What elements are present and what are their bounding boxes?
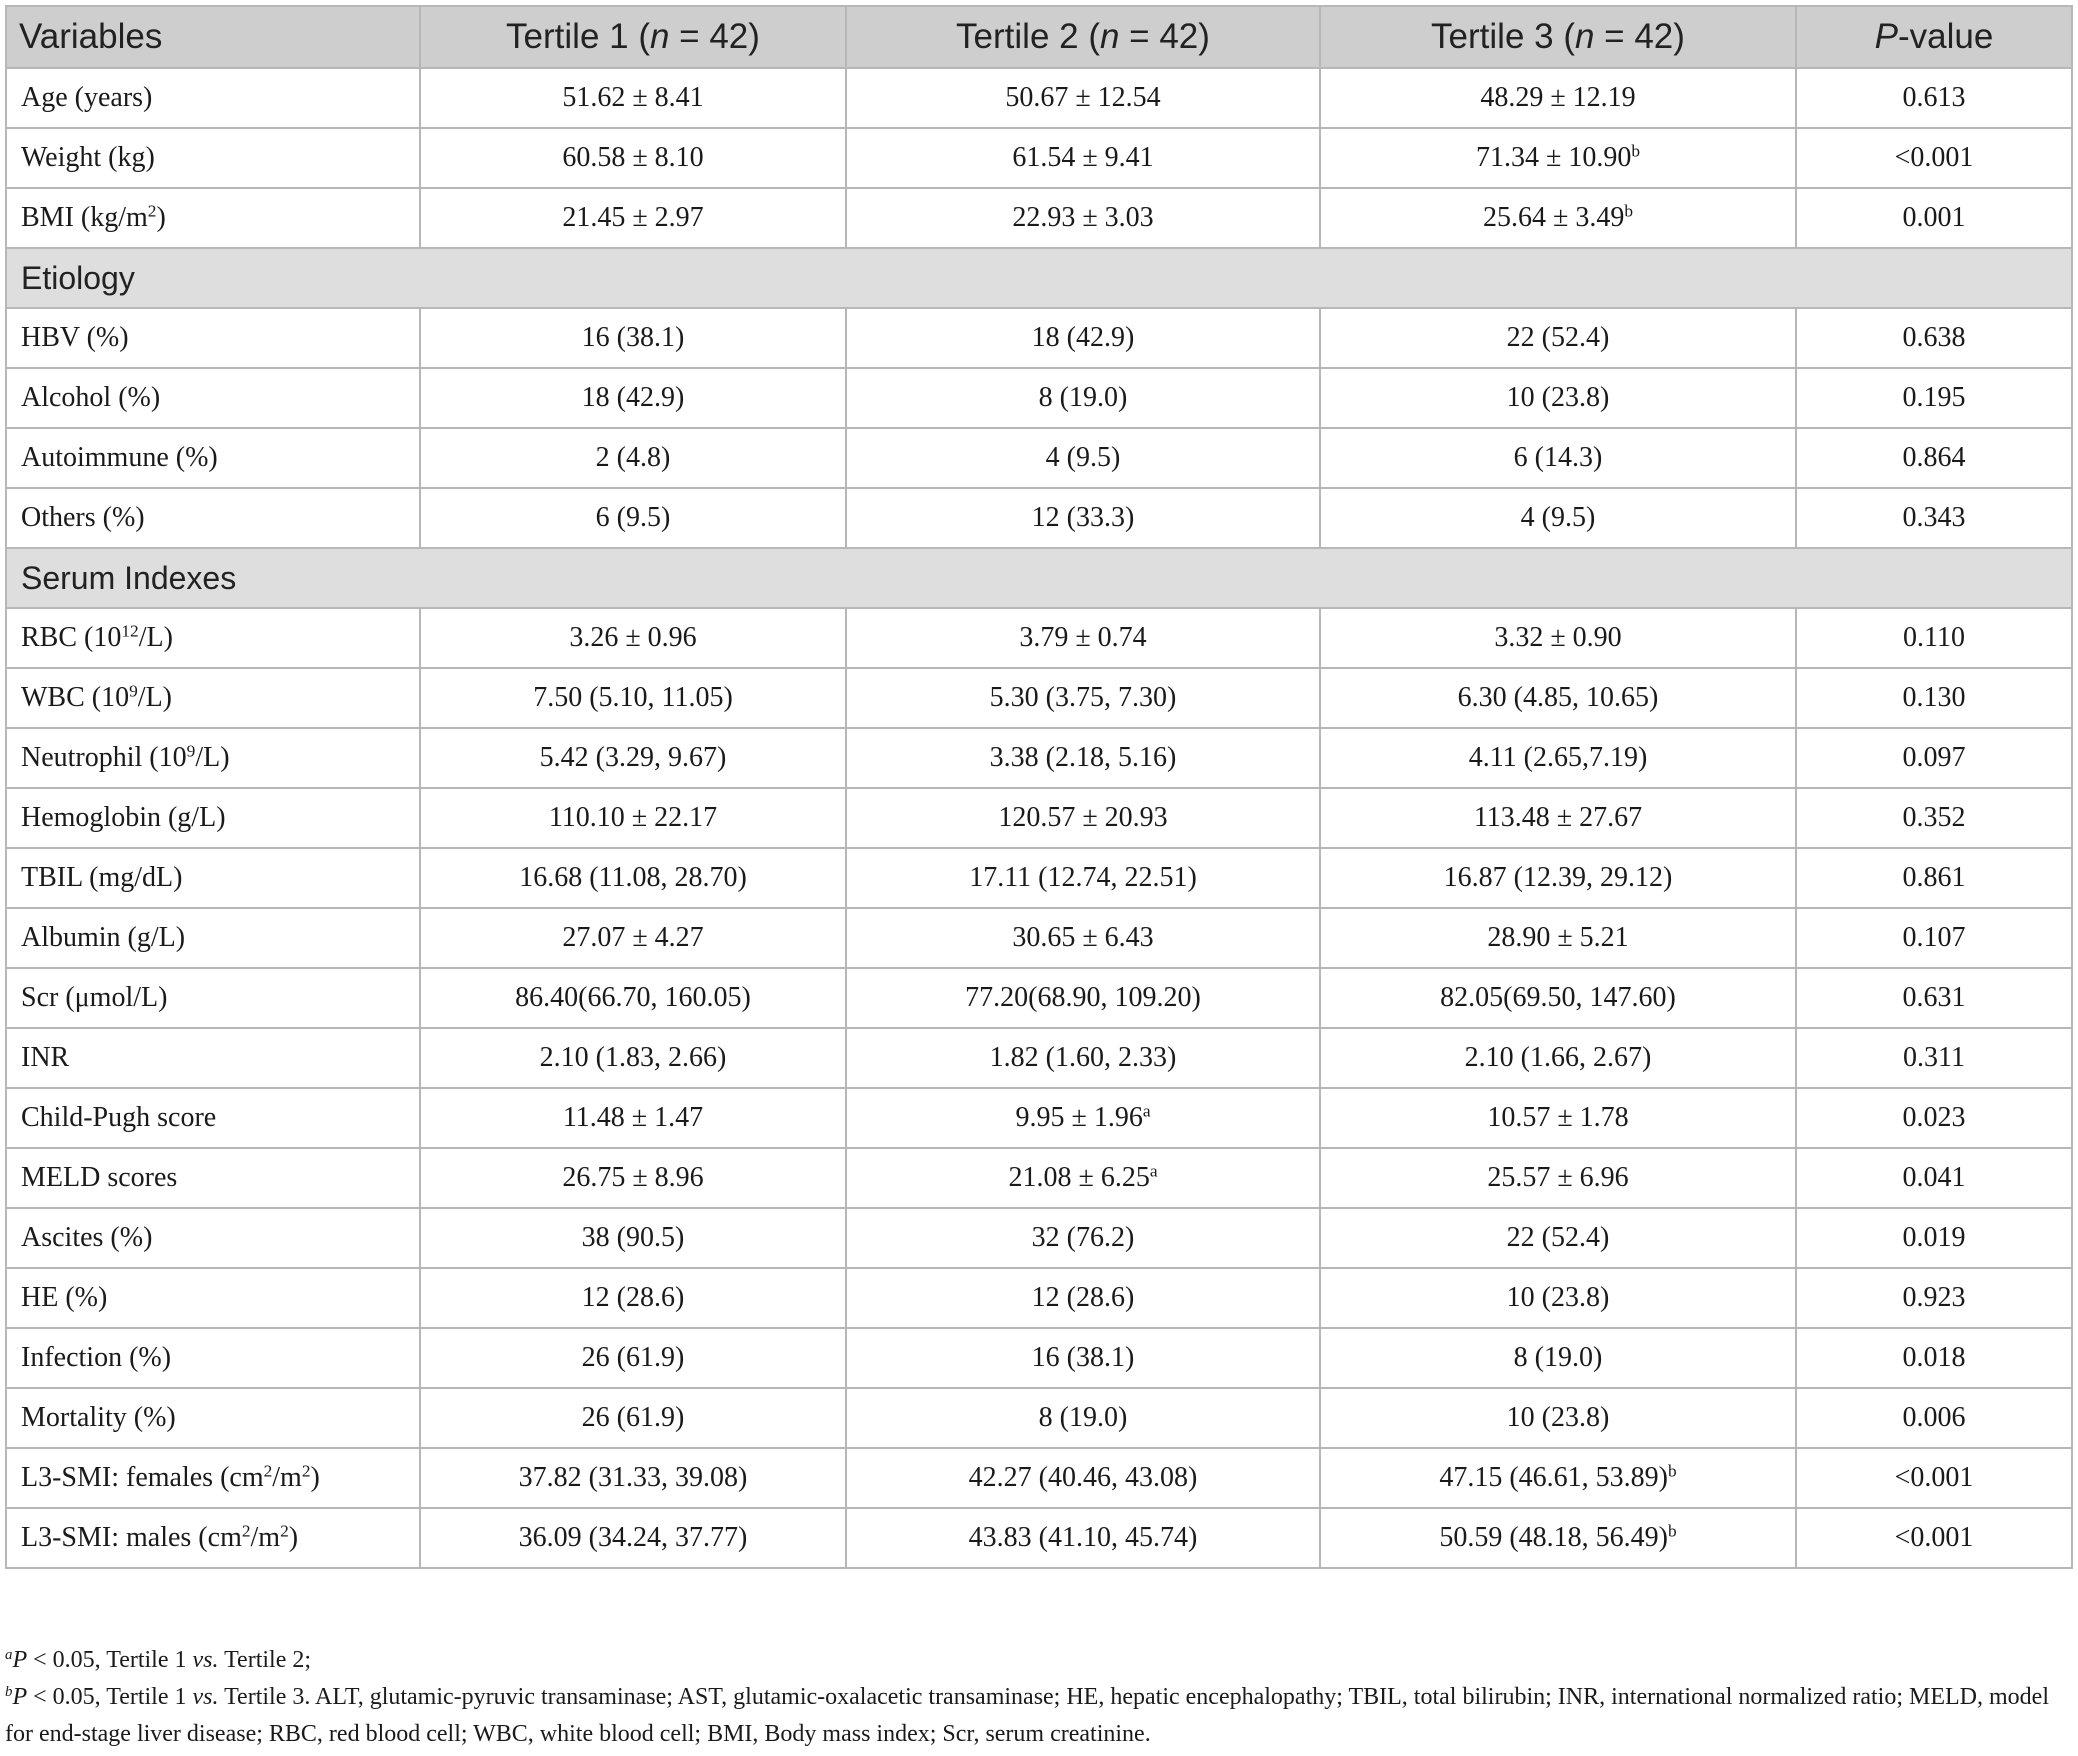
table-row	[6, 1328, 2072, 1388]
table-row	[6, 668, 2072, 728]
cell-p-value: 0.311	[1796, 1028, 2072, 1088]
cell-tertile-1: 26.75 ± 8.96	[420, 1148, 846, 1208]
cell-tertile-1: 37.82 (31.33, 39.08)	[420, 1448, 846, 1508]
table-row	[6, 1028, 2072, 1088]
header-tertile-3: Tertile 3 (n = 42)	[1320, 6, 1796, 68]
cell-tertile-3: 50.59 (48.18, 56.49)$^b$	[1320, 1508, 1796, 1568]
section-row-serum-indexes	[6, 548, 2072, 608]
cell-tertile-2: 8 (19.0)	[846, 368, 1320, 428]
cell-p-value: 0.110	[1796, 608, 2072, 668]
cell-tertile-3: 47.15 (46.61, 53.89)$^b$	[1320, 1448, 1796, 1508]
cell-tertile-1: 86.40(66.70, 160.05)	[420, 968, 846, 1028]
cell-tertile-2: 22.93 ± 3.03	[846, 188, 1320, 248]
cell-tertile-2: 30.65 ± 6.43	[846, 908, 1320, 968]
table-row	[6, 1088, 2072, 1148]
table-row	[6, 608, 2072, 668]
cell-p-value: 0.107	[1796, 908, 2072, 968]
table-row	[6, 908, 2072, 968]
cell-tertile-1: 60.58 ± 8.10	[420, 128, 846, 188]
cell-tertile-1: 7.50 (5.10, 11.05)	[420, 668, 846, 728]
cell-tertile-3: 6 (14.3)	[1320, 428, 1796, 488]
cell-p-value: 0.023	[1796, 1088, 2072, 1148]
cell-tertile-2: 4 (9.5)	[846, 428, 1320, 488]
row-label: Neutrophil $(10^9/L)$	[6, 728, 420, 788]
row-label: HBV (%)	[6, 308, 420, 368]
header-p-value: P-value	[1796, 6, 2072, 68]
cell-tertile-1: 12 (28.6)	[420, 1268, 846, 1328]
cell-p-value: <0.001	[1796, 128, 2072, 188]
cell-tertile-3: 22 (52.4)	[1320, 308, 1796, 368]
cell-tertile-3: 71.34 ± 10.90$^b$	[1320, 128, 1796, 188]
cell-tertile-1: 6 (9.5)	[420, 488, 846, 548]
footnote-marker: b	[1624, 201, 1634, 221]
cell-tertile-1: 38 (90.5)	[420, 1208, 846, 1268]
cell-p-value: 0.861	[1796, 848, 2072, 908]
cell-p-value: 0.018	[1796, 1328, 2072, 1388]
cell-p-value: 0.613	[1796, 68, 2072, 128]
cell-tertile-2: 18 (42.9)	[846, 308, 1320, 368]
cell-p-value: 0.006	[1796, 1388, 2072, 1448]
cell-tertile-1: 18 (42.9)	[420, 368, 846, 428]
header-row	[6, 6, 2072, 68]
cell-tertile-2: 12 (28.6)	[846, 1268, 1320, 1328]
row-label: INR	[6, 1028, 420, 1088]
cell-tertile-1: 27.07 ± 4.27	[420, 908, 846, 968]
table-row	[6, 1388, 2072, 1448]
cell-tertile-3: 82.05(69.50, 147.60)	[1320, 968, 1796, 1028]
cell-tertile-1: 110.10 ± 22.17	[420, 788, 846, 848]
cell-tertile-3: 10 (23.8)	[1320, 368, 1796, 428]
cell-tertile-2: 3.38 (2.18, 5.16)	[846, 728, 1320, 788]
cell-tertile-2: 9.95 ± 1.96$^a$	[846, 1088, 1320, 1148]
row-label: Alcohol (%)	[6, 368, 420, 428]
cell-tertile-2: 43.83 (41.10, 45.74)	[846, 1508, 1320, 1568]
header-tertile-2: Tertile 2 (n = 42)	[846, 6, 1320, 68]
header-tertile-1: Tertile 1 (n = 42)	[420, 6, 846, 68]
cell-p-value: <0.001	[1796, 1508, 2072, 1568]
cell-p-value: 0.195	[1796, 368, 2072, 428]
table-row	[6, 488, 2072, 548]
header-variables: Variables	[6, 6, 420, 68]
table-row	[6, 308, 2072, 368]
row-label: Age (years)	[6, 68, 420, 128]
cell-tertile-3: 25.64 ± 3.49$^b$	[1320, 188, 1796, 248]
row-label: Weight (kg)	[6, 128, 420, 188]
cell-tertile-3: 25.57 ± 6.96	[1320, 1148, 1796, 1208]
row-label: Hemoglobin (g/L)	[6, 788, 420, 848]
cell-tertile-1: 21.45 ± 2.97	[420, 188, 846, 248]
cell-tertile-2: 32 (76.2)	[846, 1208, 1320, 1268]
cell-tertile-3: 16.87 (12.39, 29.12)	[1320, 848, 1796, 908]
table-row	[6, 188, 2072, 248]
row-label: MELD scores	[6, 1148, 420, 1208]
section-title: Serum Indexes	[6, 548, 2072, 608]
cell-tertile-3: 48.29 ± 12.19	[1320, 68, 1796, 128]
cell-tertile-1: 16.68 (11.08, 28.70)	[420, 848, 846, 908]
row-label: L3-SMI: males $(cm^2/m^2)$	[6, 1508, 420, 1568]
table-footnotes	[5, 1642, 2075, 1753]
cell-tertile-2: 12 (33.3)	[846, 488, 1320, 548]
table-row	[6, 1508, 2072, 1568]
cell-tertile-2: 77.20(68.90, 109.20)	[846, 968, 1320, 1028]
cell-tertile-1: 2.10 (1.83, 2.66)	[420, 1028, 846, 1088]
cell-tertile-2: 5.30 (3.75, 7.30)	[846, 668, 1320, 728]
row-label: RBC $(10^{12}/L)$	[6, 608, 420, 668]
row-label: WBC $(10^9/L)$	[6, 668, 420, 728]
row-label: Mortality (%)	[6, 1388, 420, 1448]
row-label: Others (%)	[6, 488, 420, 548]
cell-p-value: 0.041	[1796, 1148, 2072, 1208]
cell-tertile-2: 8 (19.0)	[846, 1388, 1320, 1448]
table-row	[6, 848, 2072, 908]
table-row	[6, 128, 2072, 188]
cell-tertile-3: 10 (23.8)	[1320, 1388, 1796, 1448]
table-row	[6, 788, 2072, 848]
cell-tertile-3: 3.32 ± 0.90	[1320, 608, 1796, 668]
cell-p-value: 0.343	[1796, 488, 2072, 548]
cell-tertile-2: 50.67 ± 12.54	[846, 68, 1320, 128]
section-title: Etiology	[6, 248, 2072, 308]
cell-tertile-3: 4.11 (2.65,7.19)	[1320, 728, 1796, 788]
footnote-b: $^b$P < 0.05, Tertile 1 vs. Tertile 3. ALT, glutamic-pyruvic transaminase; AST, glutamic-oxalacetic transaminase; HE, hepatic encephalopathy; TBIL, total bilirubin; INR, international normalized ratio; MELD, model for end-stage liver disease; RBC, red blood cell; WBC, white blood cell; BMI, Body mass index; Scr, serum creatinine.	[5, 1683, 2049, 1747]
row-label: Scr (μmol/L)	[6, 968, 420, 1028]
cell-tertile-1: 36.09 (34.24, 37.77)	[420, 1508, 846, 1568]
cell-tertile-2: 21.08 ± 6.25$^a$	[846, 1148, 1320, 1208]
cell-tertile-1: 2 (4.8)	[420, 428, 846, 488]
cell-p-value: 0.352	[1796, 788, 2072, 848]
footnote-marker: b	[1667, 1521, 1677, 1541]
footnote-marker: b	[1631, 141, 1641, 161]
row-label: Child-Pugh score	[6, 1088, 420, 1148]
cell-tertile-1: 26 (61.9)	[420, 1388, 846, 1448]
footnote-marker: a	[1142, 1101, 1151, 1121]
row-label: TBIL (mg/dL)	[6, 848, 420, 908]
table-row	[6, 968, 2072, 1028]
table-row	[6, 1148, 2072, 1208]
cell-tertile-2: 120.57 ± 20.93	[846, 788, 1320, 848]
cell-tertile-2: 3.79 ± 0.74	[846, 608, 1320, 668]
cell-tertile-3: 10 (23.8)	[1320, 1268, 1796, 1328]
row-label: Infection (%)	[6, 1328, 420, 1388]
cell-tertile-3: 8 (19.0)	[1320, 1328, 1796, 1388]
cell-tertile-3: 6.30 (4.85, 10.65)	[1320, 668, 1796, 728]
cell-p-value: 0.019	[1796, 1208, 2072, 1268]
table-row	[6, 368, 2072, 428]
row-label: Autoimmune (%)	[6, 428, 420, 488]
row-label: HE (%)	[6, 1268, 420, 1328]
cell-tertile-3: 28.90 ± 5.21	[1320, 908, 1796, 968]
cell-tertile-1: 51.62 ± 8.41	[420, 68, 846, 128]
row-label: Albumin (g/L)	[6, 908, 420, 968]
cell-p-value: 0.631	[1796, 968, 2072, 1028]
table-container	[5, 5, 2071, 1569]
cell-tertile-2: 61.54 ± 9.41	[846, 128, 1320, 188]
cell-p-value: 0.638	[1796, 308, 2072, 368]
cell-tertile-3: 2.10 (1.66, 2.67)	[1320, 1028, 1796, 1088]
row-label: L3-SMI: females $(cm^2/m^2)$	[6, 1448, 420, 1508]
cell-tertile-1: 3.26 ± 0.96	[420, 608, 846, 668]
table-row	[6, 1208, 2072, 1268]
cell-p-value: 0.001	[1796, 188, 2072, 248]
cell-tertile-2: 17.11 (12.74, 22.51)	[846, 848, 1320, 908]
cell-tertile-1: 11.48 ± 1.47	[420, 1088, 846, 1148]
cell-tertile-1: 26 (61.9)	[420, 1328, 846, 1388]
cell-tertile-3: 4 (9.5)	[1320, 488, 1796, 548]
cell-tertile-2: 1.82 (1.60, 2.33)	[846, 1028, 1320, 1088]
footnote-marker: b	[1667, 1461, 1677, 1481]
row-label: Ascites (%)	[6, 1208, 420, 1268]
cell-p-value: 0.097	[1796, 728, 2072, 788]
cell-tertile-3: 10.57 ± 1.78	[1320, 1088, 1796, 1148]
baseline-characteristics-table	[5, 5, 2073, 1569]
table-row	[6, 428, 2072, 488]
table-row	[6, 68, 2072, 128]
cell-p-value: 0.923	[1796, 1268, 2072, 1328]
cell-p-value: 0.864	[1796, 428, 2072, 488]
section-row-etiology	[6, 248, 2072, 308]
cell-tertile-3: 22 (52.4)	[1320, 1208, 1796, 1268]
cell-tertile-3: 113.48 ± 27.67	[1320, 788, 1796, 848]
cell-tertile-2: 16 (38.1)	[846, 1328, 1320, 1388]
row-label: BMI $(kg/m^2)$	[6, 188, 420, 248]
cell-tertile-2: 42.27 (40.46, 43.08)	[846, 1448, 1320, 1508]
cell-tertile-1: 16 (38.1)	[420, 308, 846, 368]
cell-p-value: 0.130	[1796, 668, 2072, 728]
table-row	[6, 1268, 2072, 1328]
table-row	[6, 1448, 2072, 1508]
footnote-marker: a	[1149, 1161, 1158, 1181]
footnote-a: $^a$P < 0.05, Tertile 1 vs. Tertile 2;	[5, 1646, 312, 1673]
cell-tertile-1: 5.42 (3.29, 9.67)	[420, 728, 846, 788]
table-row	[6, 728, 2072, 788]
cell-p-value: <0.001	[1796, 1448, 2072, 1508]
